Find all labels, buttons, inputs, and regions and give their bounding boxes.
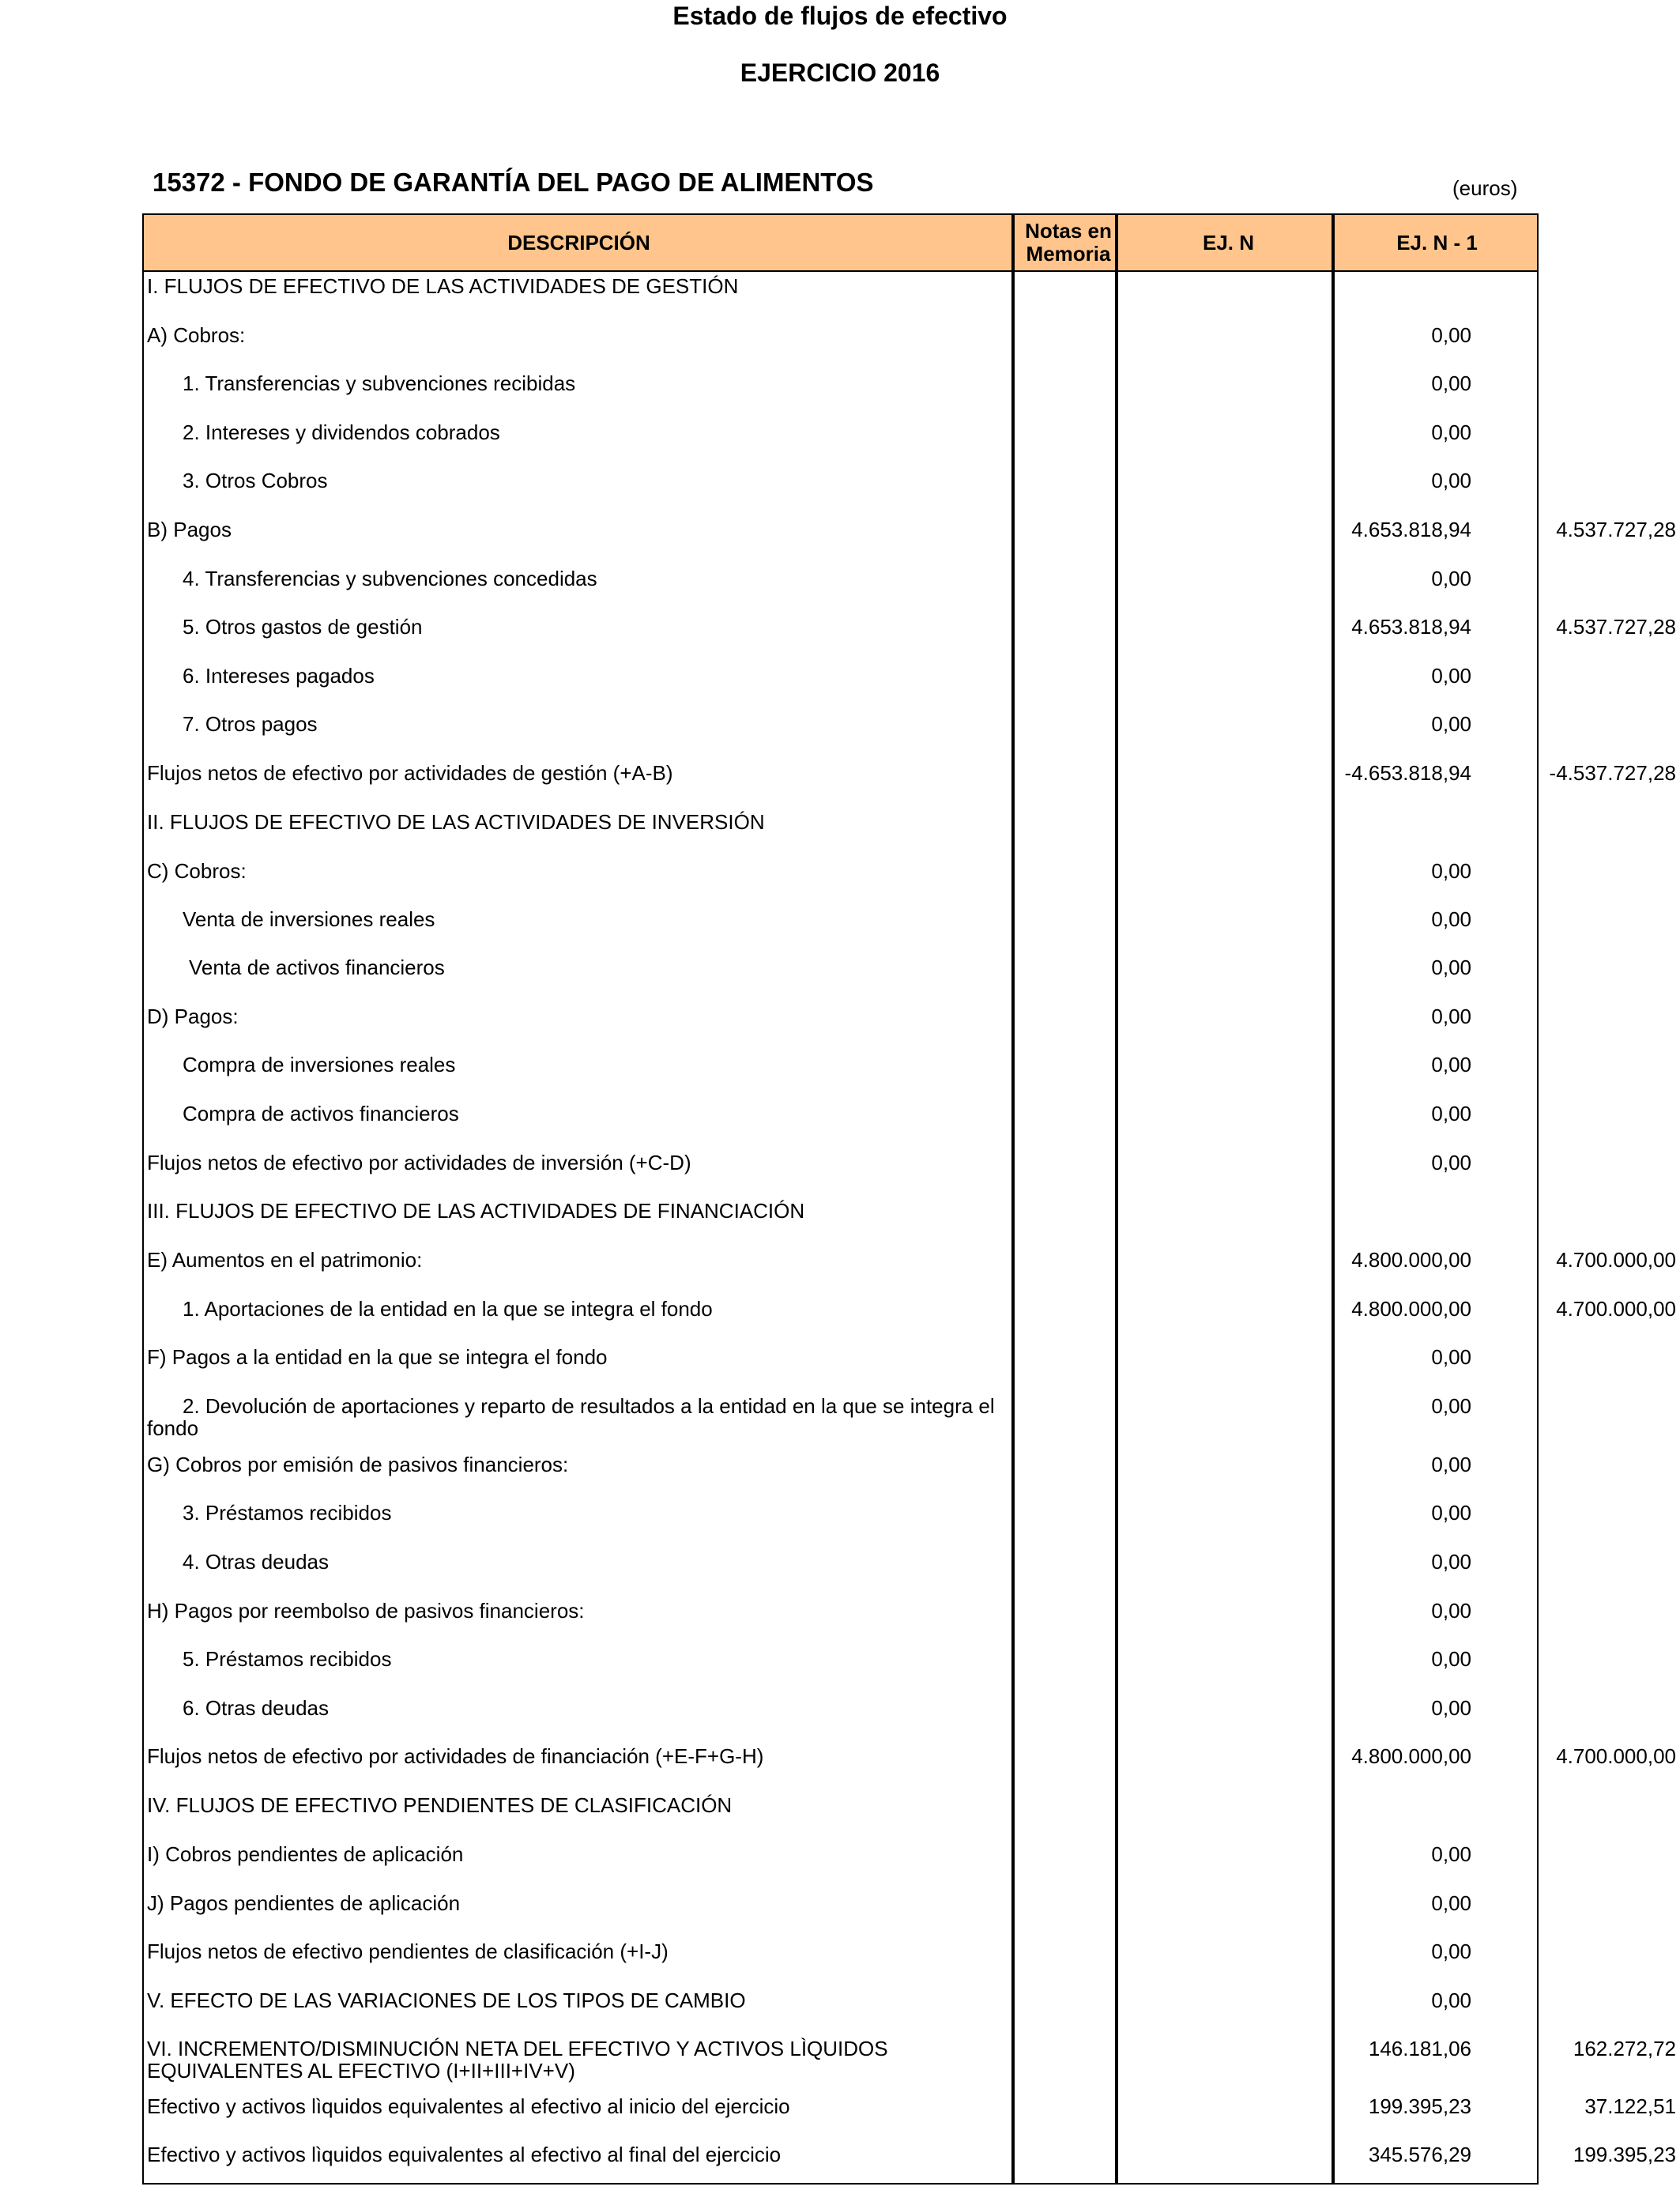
row-description: H) Pagos por reembolso de pasivos financieros: bbox=[147, 1599, 585, 1623]
table-row bbox=[144, 1148, 1537, 1194]
value-ej-n: 4.653.818,94 bbox=[1351, 615, 1471, 639]
table-row bbox=[144, 564, 1537, 610]
value-ej-n: 0,00 bbox=[1431, 1891, 1471, 1915]
value-ej-n: 0,00 bbox=[1431, 323, 1471, 347]
table-row bbox=[144, 1791, 1537, 1837]
table-row bbox=[144, 1295, 1676, 1340]
table-header bbox=[144, 215, 1537, 272]
table-row bbox=[144, 1889, 1537, 1935]
table-row bbox=[144, 857, 1537, 903]
value-ej-n: 0,00 bbox=[1431, 567, 1471, 590]
row-description: IV. FLUJOS DE EFECTIVO PENDIENTES DE CLASIFICACIÓN bbox=[147, 1793, 733, 1817]
value-ej-n: 146.181,06 bbox=[1368, 2037, 1471, 2060]
row-description: F) Pagos a la entidad en la que se integra el fondo bbox=[147, 1345, 608, 1369]
value-ej-n: 0,00 bbox=[1431, 1647, 1471, 1671]
table-row bbox=[144, 1694, 1537, 1740]
table-row bbox=[144, 1986, 1537, 2032]
row-description: Compra de inversiones reales bbox=[183, 1053, 456, 1076]
row-description: 7. Otros pagos bbox=[183, 712, 318, 736]
table-row bbox=[144, 1392, 1537, 1438]
currency-unit: (euros) bbox=[1452, 176, 1518, 200]
value-ej-n1: 4.700.000,00 bbox=[1556, 1744, 1676, 1768]
table-row bbox=[144, 953, 1537, 999]
table-row bbox=[144, 759, 1676, 805]
value-ej-n: 0,00 bbox=[1431, 1501, 1471, 1525]
table-row bbox=[144, 1742, 1676, 1788]
row-description: B) Pagos bbox=[147, 518, 232, 541]
row-description: 2. Intereses y dividendos cobrados bbox=[183, 420, 500, 444]
table-row bbox=[144, 1197, 1537, 1242]
value-ej-n: 0,00 bbox=[1431, 1102, 1471, 1125]
value-ej-n: 0,00 bbox=[1431, 469, 1471, 492]
row-description: 6. Otras deudas bbox=[183, 1696, 329, 1720]
fiscal-year: EJERCICIO 2016 bbox=[740, 58, 940, 87]
table-row bbox=[144, 2092, 1676, 2138]
row-description: Efectivo y activos lìquidos equivalentes al efectivo al final del ejercicio bbox=[147, 2143, 782, 2166]
row-description: Compra de activos financieros bbox=[183, 1102, 459, 1125]
row-description: 6. Intereses pagados bbox=[183, 664, 375, 688]
value-ej-n: 0,00 bbox=[1431, 1842, 1471, 1866]
row-description: Flujos netos de efectivo por actividades de inversión (+C-D) bbox=[147, 1151, 691, 1174]
row-description: 2. Devolución de aportaciones y reparto de resultados a la entidad en la que se integra el fondo bbox=[147, 1394, 995, 1440]
value-ej-n: 0,00 bbox=[1431, 1345, 1471, 1369]
value-ej-n: 199.395,23 bbox=[1368, 2094, 1471, 2118]
value-ej-n: 0,00 bbox=[1431, 1453, 1471, 1476]
row-description: II. FLUJOS DE EFECTIVO DE LAS ACTIVIDADES DE INVERSIÓN bbox=[147, 810, 765, 834]
table-row bbox=[144, 466, 1537, 512]
value-ej-n: 0,00 bbox=[1431, 712, 1471, 736]
row-description: A) Cobros: bbox=[147, 323, 246, 347]
table-row bbox=[144, 1099, 1537, 1145]
table-row bbox=[144, 613, 1676, 658]
table-row bbox=[144, 1937, 1537, 1983]
table-row bbox=[144, 369, 1537, 415]
table-row bbox=[144, 1246, 1676, 1291]
row-description: III. FLUJOS DE EFECTIVO DE LAS ACTIVIDADES DE FINANCIACIÓN bbox=[147, 1199, 805, 1223]
value-ej-n: 0,00 bbox=[1431, 1550, 1471, 1574]
row-description: Venta de activos financieros bbox=[189, 956, 445, 979]
row-description: Flujos netos de efectivo pendientes de clasificación (+I-J) bbox=[147, 1940, 669, 1963]
row-description: 1. Transferencias y subvenciones recibidas bbox=[183, 371, 576, 395]
value-ej-n: 0,00 bbox=[1431, 1394, 1471, 1418]
row-description: VI. INCREMENTO/DISMINUCIÓN NETA DEL EFECTIVO Y ACTIVOS LÌQUIDOS EQUIVALENTES AL EFECTIVO (I+II+III+IV+V) bbox=[147, 2037, 888, 2083]
table-row bbox=[144, 1050, 1537, 1096]
row-description: 1. Aportaciones de la entidad en la que se integra el fondo bbox=[183, 1297, 713, 1321]
row-description: 3. Préstamos recibidos bbox=[183, 1501, 392, 1525]
row-description: I) Cobros pendientes de aplicación bbox=[147, 1842, 464, 1866]
value-ej-n: 0,00 bbox=[1431, 1151, 1471, 1174]
value-ej-n1: 4.700.000,00 bbox=[1556, 1297, 1676, 1321]
value-ej-n: 4.800.000,00 bbox=[1351, 1297, 1471, 1321]
row-description: Venta de inversiones reales bbox=[183, 907, 435, 931]
column-header-descripcion: DESCRIPCIÓN bbox=[507, 230, 650, 254]
table-row bbox=[144, 2140, 1676, 2186]
value-ej-n: 0,00 bbox=[1431, 956, 1471, 979]
value-ej-n1: 37.122,51 bbox=[1584, 2094, 1676, 2118]
table-row bbox=[144, 1645, 1537, 1691]
table-row bbox=[144, 1547, 1537, 1593]
value-ej-n1: 199.395,23 bbox=[1573, 2143, 1676, 2166]
table-row bbox=[144, 272, 1537, 318]
value-ej-n: 0,00 bbox=[1431, 1005, 1471, 1028]
row-description: 5. Préstamos recibidos bbox=[183, 1647, 392, 1671]
value-ej-n1: 4.537.727,28 bbox=[1556, 615, 1676, 639]
row-description: C) Cobros: bbox=[147, 859, 247, 883]
value-ej-n: 0,00 bbox=[1431, 859, 1471, 883]
value-ej-n: 4.800.000,00 bbox=[1351, 1744, 1471, 1768]
value-ej-n: 4.800.000,00 bbox=[1351, 1248, 1471, 1272]
table-row bbox=[144, 808, 1537, 854]
table-row bbox=[144, 321, 1537, 367]
document-title: Estado de flujos de efectivo bbox=[672, 2, 1008, 30]
row-description: Efectivo y activos lìquidos equivalentes al efectivo al inicio del ejercicio bbox=[147, 2094, 790, 2118]
table-row bbox=[144, 905, 1537, 951]
table-row bbox=[144, 1596, 1537, 1642]
row-description: 3. Otros Cobros bbox=[183, 469, 328, 492]
row-description: G) Cobros por emisión de pasivos financieros: bbox=[147, 1453, 569, 1476]
value-ej-n: 345.576,29 bbox=[1368, 2143, 1471, 2166]
value-ej-n1: -4.537.727,28 bbox=[1549, 761, 1676, 785]
value-ej-n: 0,00 bbox=[1431, 907, 1471, 931]
value-ej-n: 0,00 bbox=[1431, 1940, 1471, 1963]
row-description: Flujos netos de efectivo por actividades de financiación (+E-F+G-H) bbox=[147, 1744, 764, 1768]
table-row bbox=[144, 515, 1676, 561]
value-ej-n: 0,00 bbox=[1431, 1053, 1471, 1076]
table-row bbox=[144, 1343, 1537, 1389]
row-description: I. FLUJOS DE EFECTIVO DE LAS ACTIVIDADES DE GESTIÓN bbox=[147, 274, 739, 298]
value-ej-n: 4.653.818,94 bbox=[1351, 518, 1471, 541]
value-ej-n: 0,00 bbox=[1431, 1599, 1471, 1623]
table-row bbox=[144, 1840, 1537, 1886]
column-header-notas: Notas en Memoria bbox=[1025, 219, 1112, 266]
value-ej-n1: 4.537.727,28 bbox=[1556, 518, 1676, 541]
row-description: E) Aumentos en el patrimonio: bbox=[147, 1248, 423, 1272]
value-ej-n1: 4.700.000,00 bbox=[1556, 1248, 1676, 1272]
value-ej-n: -4.653.818,94 bbox=[1344, 761, 1471, 785]
table-row bbox=[144, 2034, 1676, 2083]
table-row bbox=[144, 1002, 1537, 1048]
value-ej-n: 0,00 bbox=[1431, 1696, 1471, 1720]
value-ej-n: 0,00 bbox=[1431, 420, 1471, 444]
column-header-ej-n1: EJ. N - 1 bbox=[1396, 230, 1478, 254]
column-header-ej-n: EJ. N bbox=[1202, 230, 1255, 254]
entity-name: 15372 - FONDO DE GARANTÍA DEL PAGO DE ALIMENTOS bbox=[153, 168, 874, 197]
value-ej-n1: 162.272,72 bbox=[1573, 2037, 1676, 2060]
row-description: 5. Otros gastos de gestión bbox=[183, 615, 423, 639]
value-ej-n: 0,00 bbox=[1431, 371, 1471, 395]
value-ej-n: 0,00 bbox=[1431, 664, 1471, 688]
row-description: 4. Transferencias y subvenciones concedidas bbox=[183, 567, 597, 590]
row-description: V. EFECTO DE LAS VARIACIONES DE LOS TIPOS DE CAMBIO bbox=[147, 1989, 746, 2012]
value-ej-n: 0,00 bbox=[1431, 1989, 1471, 2012]
table-row bbox=[144, 1498, 1537, 1544]
row-description: J) Pagos pendientes de aplicación bbox=[147, 1891, 461, 1915]
table-row bbox=[144, 710, 1537, 756]
table-row bbox=[144, 1450, 1537, 1496]
row-description: D) Pagos: bbox=[147, 1005, 239, 1028]
table-row bbox=[144, 662, 1537, 707]
row-description: 4. Otras deudas bbox=[183, 1550, 329, 1574]
row-description: Flujos netos de efectivo por actividades de gestión (+A-B) bbox=[147, 761, 673, 785]
table-row bbox=[144, 418, 1537, 464]
